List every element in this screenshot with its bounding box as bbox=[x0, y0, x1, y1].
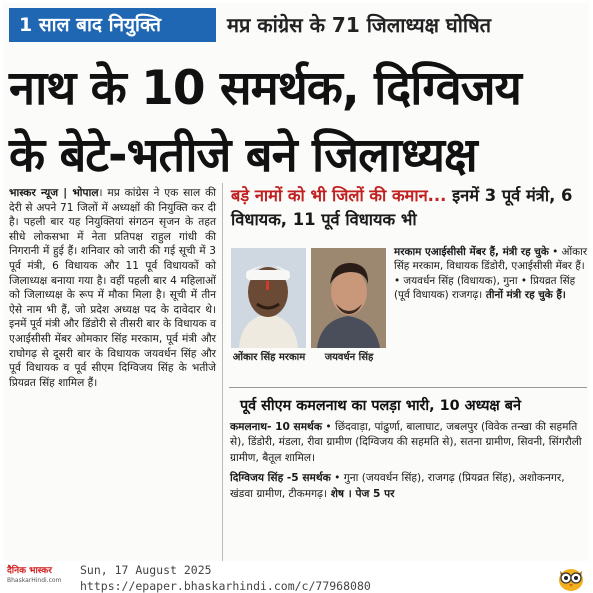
publisher-logo bbox=[7, 565, 62, 591]
sidebar-text-body: • ओंकार सिंह मरकाम, विधायक डिंडोरी, एआईसीसी मेंबर हैं। • जयवर्धन सिंह (विधायक), गुना • प्रियव्रत सिंह (पूर्व विधायक) राजगढ़। bbox=[394, 246, 588, 302]
kamalnath-label: कमलनाथ- 10 समर्थक bbox=[230, 421, 322, 433]
footer-meta bbox=[80, 562, 371, 593]
sidebar-bold-1: मरकाम एआईसीसी मेंबर हैं, मंत्री रह चुके bbox=[394, 246, 549, 258]
owl-icon bbox=[556, 563, 586, 592]
sidebar-text bbox=[394, 245, 589, 303]
kamalnath-paragraph bbox=[230, 420, 587, 466]
newspaper-clipping bbox=[3, 3, 589, 561]
logo-subtitle: BhaskarHindi.com bbox=[7, 577, 62, 584]
column-divider bbox=[222, 183, 223, 561]
digvijay-text: • गुना (जयवर्धन सिंह), राजगढ़ (प्रियव्रत सिंह), अशोकनगर, खंडवा ग्रामीण, टीकमगढ़। bbox=[230, 472, 565, 500]
photo-caption-1: ओंकार सिंह मरकाम bbox=[232, 352, 306, 363]
portrait-1-image bbox=[231, 248, 306, 348]
kicker-headline: मप्र कांग्रेस के 71 जिलाध्यक्ष घोषित bbox=[227, 13, 492, 37]
subheadline-text: इनमें 3 पूर्व मंत्री, 6 विधायक, 11 पूर्व विधायक भी bbox=[231, 186, 573, 229]
section-divider bbox=[229, 387, 587, 388]
sidebar-bold-2: तीनों मंत्री रह चुके हैं। bbox=[482, 289, 566, 302]
headline-line-1: नाथ के 10 समर्थक, दिग्विजय bbox=[9, 61, 521, 116]
logo-title: दैनिक भास्कर bbox=[7, 566, 52, 576]
headline-line-2: के बेटे-भतीजे बने जिलाध्यक्ष bbox=[9, 128, 477, 183]
section-tag: 1 साल बाद नियुक्ति bbox=[9, 8, 216, 42]
portrait-2-image bbox=[311, 248, 386, 348]
section2-title: पूर्व सीएम कमलनाथ का पलड़ा भारी, 10 अध्यक्ष बने bbox=[240, 398, 521, 414]
kamalnath-text: • छिंदवाड़ा, पांढुर्णा, बालाघाट, जबलपुर (विवेक तन्खा की सहमति से), डिंडोरी, मंडला, रीवा ग्रामीण (दिग्विजय की सहमति से), सतना ग्रामीण, सिवनी, सिंगरौली ग्रामीण, बैतूल शामिल। bbox=[230, 421, 582, 464]
section2-body bbox=[230, 420, 587, 507]
footer bbox=[0, 561, 593, 593]
digvijay-label: दिग्विजय सिंह -5 समर्थक bbox=[230, 472, 331, 485]
subheadline bbox=[231, 184, 587, 232]
publish-date: Sun, 17 August 2025 bbox=[80, 563, 212, 577]
main-headline bbox=[9, 55, 584, 189]
article-text: । मप्र कांग्रेस ने एक साल की देरी से अपने 71 जिलों में अध्यक्षों की नियुक्ति कर दी है। पहली बार यह नियुक्तियां संगठन सृजन के तहत सीधे लोकसभा में नेता प्रतिपक्ष राहुल गांधी की निगरानी में हुई हैं। शनिवार को जारी की गई सूची में 3 पूर्व मंत्री, 6 विधायक और 11 पूर्व विधायकों को जिलाध्यक्ष बनाया गया है। वहीं पहली बार 4 महिलाओं को जिलाध्यक्ष के रूप में मौका मिला है। सूची में तीन ऐसे नाम भी हैं, जो प्रदेश अध्यक्ष पद के दावेदार थे। इनमें पूर्व मंत्री और डिंडोरी से तीसरी बार के विधायक व एआईसीसी मेंबर ओमकार सिंह मरकाम, पूर्व मंत्री और राघोगढ़ से दूसरी बार के विधायक जयवर्धन सिंह और पूर्व विधायक व पूर्व सीएम दिग्विजय सिंह के भतीजे प्रियव्रत सिंह शामिल हैं। bbox=[9, 187, 216, 389]
source-url[interactable]: https://epaper.bhaskarhindi.com/c/77968080 bbox=[80, 579, 371, 593]
digvijay-paragraph bbox=[230, 471, 587, 502]
continued-note: शेष । पेज 5 पर bbox=[327, 487, 395, 500]
photo-jaivardhan-singh bbox=[311, 248, 386, 348]
article-body bbox=[9, 186, 216, 390]
photo-omkar-singh-markam bbox=[231, 248, 306, 348]
photo-caption-2: जयवर्धन सिंह bbox=[324, 352, 374, 363]
byline: भास्कर न्यूज | भोपाल bbox=[9, 187, 99, 199]
subheadline-highlight: बड़े नामों को भी जिलों की कमान... bbox=[231, 186, 447, 205]
